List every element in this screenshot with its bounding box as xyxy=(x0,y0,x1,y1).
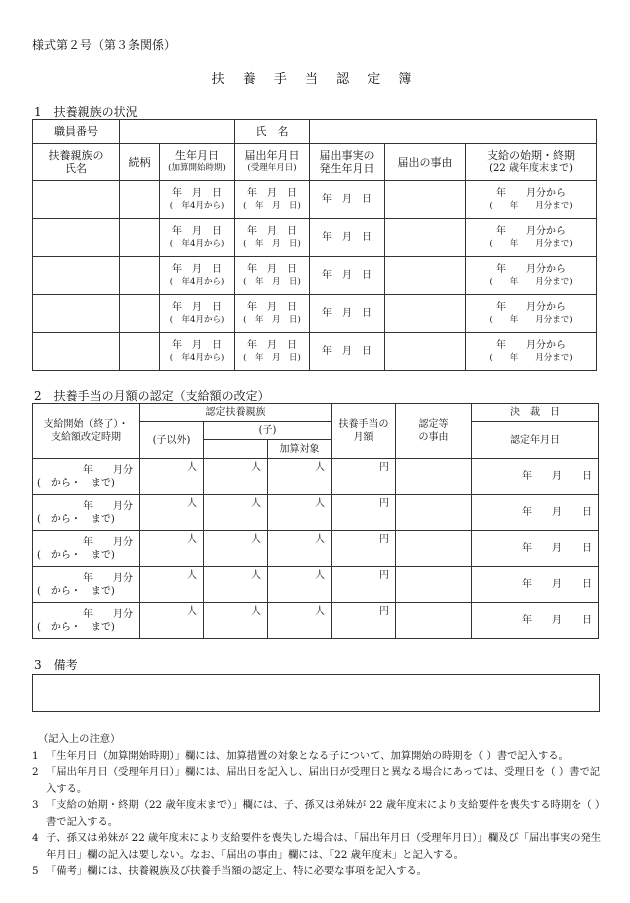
note-text: 子、孫又は弟妹が 22 歳年度末により支給要件を喪失した場合は、「届出年月日（受理年月日）」欄及び「届出事実の発生年月日」欄の記入は要しない。なお、「届出の事由」欄には、「22 歳年度末」と記入する。 xyxy=(46,832,602,861)
receipt-date: ( 年 月 日) xyxy=(243,314,301,325)
reason-field[interactable] xyxy=(396,603,472,639)
note-text: 「生年月日（加算開始時期）」欄には、加算措置の対象となる子について、加算開始の時期を（ ）書で記入する。 xyxy=(46,749,569,762)
note-text: 「支給の始期・終期（22 歳年度末まで）」欄には、子、孫又は弟妹が 22 歳年度末により支給要件を喪失する時期を（ ）書で記入する。 xyxy=(46,799,601,828)
person-count: 人 xyxy=(204,531,268,567)
relation-field[interactable] xyxy=(120,333,160,371)
note-number: 4 xyxy=(32,832,39,844)
table-row xyxy=(33,459,599,495)
table-row xyxy=(33,567,599,603)
table-row xyxy=(33,219,597,257)
yen-amount: 円 xyxy=(332,531,396,567)
table-row xyxy=(33,495,599,531)
occur-date: 年 月 日 xyxy=(310,257,385,295)
table-row xyxy=(33,181,597,219)
note-number: 5 xyxy=(32,865,39,877)
receipt-date: ( 年 月 日) xyxy=(243,276,301,287)
document-title: 扶 養 手 当 認 定 簿 xyxy=(211,72,419,87)
person-count: 人 xyxy=(204,567,268,603)
cert-date: 年 月 日 xyxy=(472,531,599,567)
addition-start: ( 年4月から) xyxy=(169,276,225,287)
allowance-month: 年 月分 xyxy=(83,536,133,548)
form-label: 様式第２号（第３条関係） xyxy=(32,38,177,52)
table-row xyxy=(33,295,597,333)
note-item xyxy=(32,764,604,797)
occur-date: 年 月 日 xyxy=(310,295,385,333)
yen-amount: 円 xyxy=(332,603,396,639)
reason-field[interactable] xyxy=(396,495,472,531)
note-number: 1 xyxy=(32,749,39,762)
cert-date: 年 月 日 xyxy=(472,603,599,639)
person-count: 人 xyxy=(140,531,204,567)
addition-start: ( 年4月から) xyxy=(169,314,225,325)
allowance-range: ( から・ まで) xyxy=(37,549,115,561)
col-period-2: (22 歳年度末まで) xyxy=(489,163,573,174)
reason-field[interactable] xyxy=(385,333,466,371)
yen-amount: 円 xyxy=(332,567,396,603)
col-dependent-name-2: 氏名 xyxy=(65,162,87,175)
section3-heading: 3 備考 xyxy=(34,658,78,672)
allowance-range: ( から・ まで) xyxy=(37,513,115,525)
person-count: 人 xyxy=(140,567,204,603)
occur-date: 年 月 日 xyxy=(310,219,385,257)
allowance-month: 年 月分 xyxy=(83,608,133,620)
table-row xyxy=(33,257,597,295)
person-count: 人 xyxy=(140,459,204,495)
person-count: 人 xyxy=(268,459,332,495)
allowance-range: ( から・ まで) xyxy=(37,621,115,633)
col-occur-1: 届出事実の xyxy=(319,149,375,162)
reason-field[interactable] xyxy=(396,459,472,495)
dependent-name-field[interactable] xyxy=(33,219,120,257)
relation-field[interactable] xyxy=(120,181,160,219)
report-date: 年 月 日 xyxy=(247,301,297,313)
note-item xyxy=(32,797,604,830)
receipt-date: ( 年 月 日) xyxy=(243,352,301,363)
relation-field[interactable] xyxy=(120,219,160,257)
dependent-name-field[interactable] xyxy=(33,257,120,295)
col-report-1: 届出年月日 xyxy=(244,149,300,162)
period-start: 年 月分から xyxy=(496,225,566,237)
allowance-month: 年 月分 xyxy=(83,464,133,476)
col-reason: 届出の事由 xyxy=(385,144,466,181)
person-count: 人 xyxy=(268,567,332,603)
relation-field[interactable] xyxy=(120,295,160,333)
dependent-name-field[interactable] xyxy=(33,295,120,333)
section2-heading: 2 扶養手当の月額の認定（支給額の改定） xyxy=(34,389,270,403)
person-count: 人 xyxy=(204,495,268,531)
birth-date: 年 月 日 xyxy=(172,187,222,199)
cert-date: 年 月 日 xyxy=(472,459,599,495)
col-occur-2: 発生年月日 xyxy=(319,162,375,175)
period-end: ( 年 月分まで) xyxy=(489,352,573,363)
note-item xyxy=(32,863,604,880)
remarks-field[interactable] xyxy=(32,674,600,712)
period-start: 年 月分から xyxy=(496,187,566,199)
report-date: 年 月 日 xyxy=(247,225,297,237)
note-number: 2 xyxy=(32,766,39,778)
person-count: 人 xyxy=(268,603,332,639)
person-count: 人 xyxy=(268,531,332,567)
table-row xyxy=(33,333,597,371)
note-item xyxy=(32,748,604,765)
col-start-1: 支給開始（終了）・ xyxy=(43,419,129,430)
allowance-range: ( から・ まで) xyxy=(37,585,115,597)
allowance-month: 年 月分 xyxy=(83,500,133,512)
addition-start: ( 年4月から) xyxy=(169,238,225,249)
birth-date: 年 月 日 xyxy=(172,339,222,351)
col-monthly-2: 月額 xyxy=(353,432,374,443)
col-birth-2: (加算開始時期) xyxy=(168,163,226,173)
yen-amount: 円 xyxy=(332,459,396,495)
col-start-2: 支給額改定時期 xyxy=(51,432,121,443)
reason-field[interactable] xyxy=(385,295,466,333)
period-end: ( 年 月分まで) xyxy=(489,200,573,211)
col-dependent-name-1: 扶養親族の xyxy=(48,149,104,162)
col-non-child: (子以外) xyxy=(140,422,204,459)
note-number: 3 xyxy=(32,799,39,811)
dependents-table xyxy=(32,119,597,371)
note-text: 「届出年月日（受理年月日）」欄には、届出日を記入し、届出日が受理日と異なる場合にあっては、受理日を（ ）書で記入する。 xyxy=(46,766,601,795)
name-field[interactable] xyxy=(310,120,597,144)
table-row xyxy=(33,603,599,639)
addition-start: ( 年4月から) xyxy=(169,352,225,363)
relation-field[interactable] xyxy=(120,257,160,295)
staff-number-field[interactable] xyxy=(120,120,235,144)
reason-field[interactable] xyxy=(396,567,472,603)
col-reason-2: の事由 xyxy=(418,432,449,443)
col-period-1: 支給の始期・終期 xyxy=(487,149,575,162)
birth-date: 年 月 日 xyxy=(172,225,222,237)
staff-number-label: 職員番号 xyxy=(33,120,120,144)
reason-field[interactable] xyxy=(385,257,466,295)
note-item xyxy=(32,830,604,863)
addition-start: ( 年4月から) xyxy=(169,200,225,211)
receipt-date: ( 年 月 日) xyxy=(243,238,301,249)
report-date: 年 月 日 xyxy=(247,339,297,351)
dependent-name-field[interactable] xyxy=(33,181,120,219)
reason-field[interactable] xyxy=(396,531,472,567)
period-start: 年 月分から xyxy=(496,263,566,275)
person-count: 人 xyxy=(140,495,204,531)
period-end: ( 年 月分まで) xyxy=(489,276,573,287)
notes-title: （記入上の注意） xyxy=(38,733,121,745)
person-count: 人 xyxy=(140,603,204,639)
period-end: ( 年 月分まで) xyxy=(489,314,573,325)
notes xyxy=(32,731,604,880)
col-report-2: (受理年月日) xyxy=(247,163,297,173)
yen-amount: 円 xyxy=(332,495,396,531)
allowance-month: 年 月分 xyxy=(83,572,133,584)
occur-date: 年 月 日 xyxy=(310,333,385,371)
col-addition: 加算対象 xyxy=(268,440,332,459)
reason-field[interactable] xyxy=(385,181,466,219)
table-row xyxy=(33,531,599,567)
section1-heading: 1 扶養親族の状況 xyxy=(34,105,138,119)
person-count: 人 xyxy=(204,459,268,495)
cert-date: 年 月 日 xyxy=(472,495,599,531)
reason-field[interactable] xyxy=(385,219,466,257)
name-label: 氏 名 xyxy=(235,120,310,144)
occur-date: 年 月 日 xyxy=(310,181,385,219)
report-date: 年 月 日 xyxy=(247,263,297,275)
col-cert-date: 認定年月日 xyxy=(472,422,599,459)
cert-date: 年 月 日 xyxy=(472,567,599,603)
col-certified: 認定扶養親族 xyxy=(140,404,332,422)
dependent-name-field[interactable] xyxy=(33,333,120,371)
col-reason-1: 認定等 xyxy=(418,419,449,430)
period-start: 年 月分から xyxy=(496,301,566,313)
note-text: 「備考」欄には、扶養親族及び扶養手当額の認定上、特に必要な事項を記入する。 xyxy=(46,865,427,877)
receipt-date: ( 年 月 日) xyxy=(243,200,301,211)
col-decision-date: 決 裁 日 xyxy=(472,404,599,422)
birth-date: 年 月 日 xyxy=(172,301,222,313)
allowance-range: ( から・ まで) xyxy=(37,477,115,489)
col-child: (子) xyxy=(204,422,332,440)
period-start: 年 月分から xyxy=(496,339,566,351)
allowance-table xyxy=(32,403,599,639)
col-monthly-1: 扶養手当の xyxy=(338,419,389,430)
col-relation: 続柄 xyxy=(120,144,160,181)
person-count: 人 xyxy=(268,495,332,531)
birth-date: 年 月 日 xyxy=(172,263,222,275)
col-birth-1: 生年月日 xyxy=(175,149,219,162)
period-end: ( 年 月分まで) xyxy=(489,238,573,249)
person-count: 人 xyxy=(204,603,268,639)
report-date: 年 月 日 xyxy=(247,187,297,199)
